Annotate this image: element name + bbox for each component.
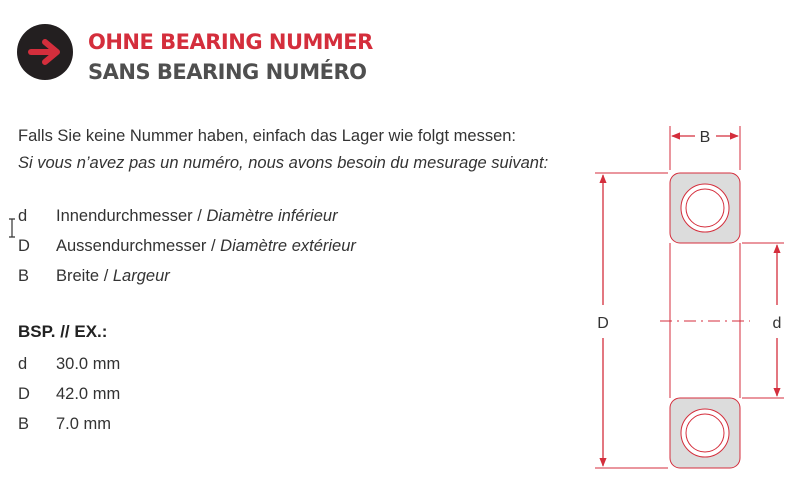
example-symbol: B — [18, 415, 30, 433]
text-cursor-icon — [8, 218, 16, 238]
example-symbol: D — [18, 385, 30, 403]
dimension-label: Aussendurchmesser / Diamètre extérieur — [56, 237, 356, 255]
dimension-symbol: D — [18, 237, 30, 255]
bearing-bottom-section — [670, 398, 740, 468]
example-value: 30.0 mm — [56, 355, 121, 373]
example-value: 7.0 mm — [56, 415, 112, 433]
dimension-label: Innendurchmesser / Diamètre inférieur — [56, 207, 338, 225]
dimension-symbol: d — [18, 207, 28, 225]
intro-text — [18, 123, 548, 177]
bearing-diagram — [580, 118, 790, 478]
title-german: OHNE BEARING NUMMER — [88, 30, 373, 54]
example-heading: BSP. // EX.: — [18, 322, 108, 341]
intro-french: Si vous n’avez pas un numéro, nous avons besoin du mesurage suivant: — [18, 154, 549, 172]
bearing-top-section — [670, 173, 740, 243]
label-d: d — [772, 315, 782, 332]
label-B: B — [699, 129, 711, 146]
title-french: SANS BEARING NUMÉRO — [88, 60, 367, 84]
arrow-right-icon — [17, 24, 73, 80]
example-symbol: d — [18, 355, 28, 373]
intro-german: Falls Sie keine Nummer haben, einfach das Lager wie folgt messen: — [18, 127, 517, 145]
label-D: D — [597, 315, 609, 332]
dimension-label: Breite / Largeur — [56, 267, 170, 285]
example-value: 42.0 mm — [56, 385, 121, 403]
dimension-symbol: B — [18, 267, 30, 285]
